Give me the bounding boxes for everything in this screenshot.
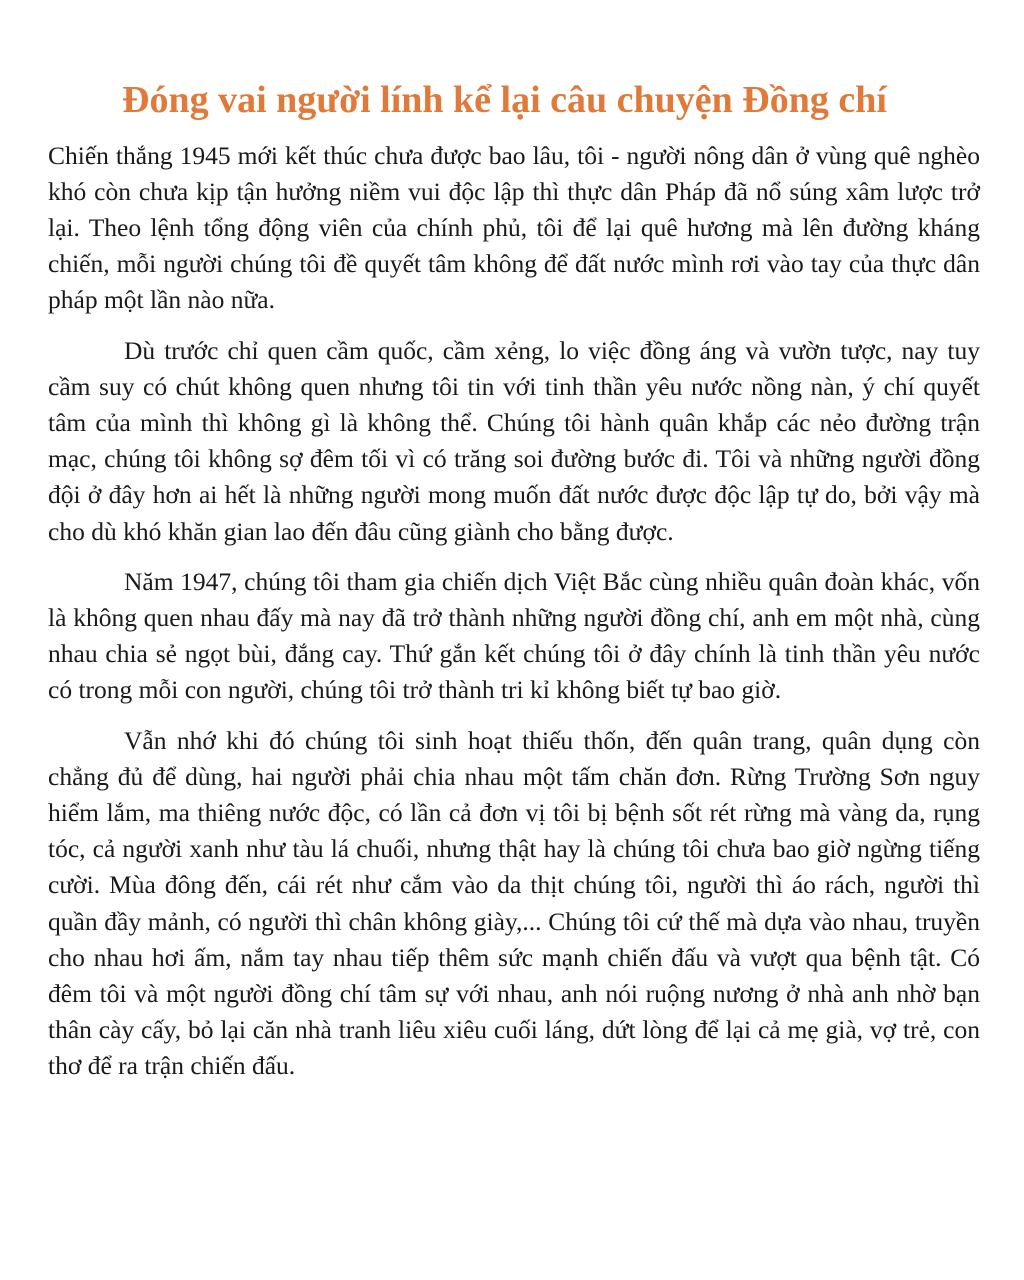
paragraph-2: Dù trước chỉ quen cầm quốc, cầm xẻng, lo việc đồng áng và vườn tược, nay tuy cầm suy có chút không quen nhưng tôi tin với tinh thần yêu nước nồng nàn, ý chí quyết tâm của mình thì không gì là không thể. Chúng tôi hành quân khắp các nẻo đường trận mạc, chúng tôi không sợ đêm tối vì có trăng soi đường bước đi. Tôi và những người đồng đội ở đây hơn ai hết là những người mong muốn đất nước được độc lập tự do, bởi vậy mà cho dù khó khăn gian lao đến đâu cũng giành cho bằng được.	[48, 335, 980, 546]
paragraph-4: Vẫn nhớ khi đó chúng tôi sinh hoạt thiếu thốn, đến quân trang, quân dụng còn chẳng đủ để dùng, hai người phải chia nhau một tấm chăn đơn. Rừng Trường Sơn nguy hiểm lắm, ma thiêng nước độc, có lần cả đơn vị tôi bị bệnh sốt rét rừng mà vàng da, rụng tóc, cả người xanh như tàu lá chuối, nhưng thật hay là chúng tôi chưa bao giờ ngừng tiếng cười. Mùa đông đến, cái rét như cắm vào da thịt chúng tôi, người thì áo rách, người thì quần đầy mảnh, có người thì chân không giày,... Chúng tôi cứ thế mà dựa vào nhau, truyền cho nhau hơi ấm, nắm tay nhau tiếp thêm sức mạnh chiến đấu và vượt qua bệnh tật. Có đêm tôi và một người đồng chí tâm sự với nhau, anh nói ruộng nương ở nhà anh nhờ bạn thân cày cấy, bỏ lại căn nhà tranh liêu xiêu cuối láng, dứt lòng để lại cả mẹ già, vợ trẻ, con thơ để ra trận chiến đấu.	[48, 725, 980, 1081]
paragraph-1: Chiến thắng 1945 mới kết thúc chưa được bao lâu, tôi - người nông dân ở vùng quê nghèo khó còn chưa kịp tận hưởng niềm vui độc lập thì thực dân Pháp đã nổ súng xâm lược trở lại. Theo lệnh tổng động viên của chính phủ, tôi để lại quê hương mà lên đường kháng chiến, mỗi người chúng tôi đề quyết tâm không để đất nước mình rơi vào tay của thực dân pháp một lần nào nữa.	[48, 140, 980, 315]
paragraph-3: Năm 1947, chúng tôi tham gia chiến dịch Việt Bắc cùng nhiều quân đoàn khác, vốn là không quen nhau đấy mà nay đã trở thành những người đồng chí, anh em một nhà, cùng nhau chia sẻ ngọt bùi, đắng cay. Thứ gắn kết chúng tôi ở đây chính là tinh thần yêu nước có trong mỗi con người, chúng tôi trở thành tri kỉ không biết tự bao giờ.	[48, 566, 980, 705]
document-title: Đóng vai người lính kể lại câu chuyện Đồng chí	[122, 79, 887, 121]
